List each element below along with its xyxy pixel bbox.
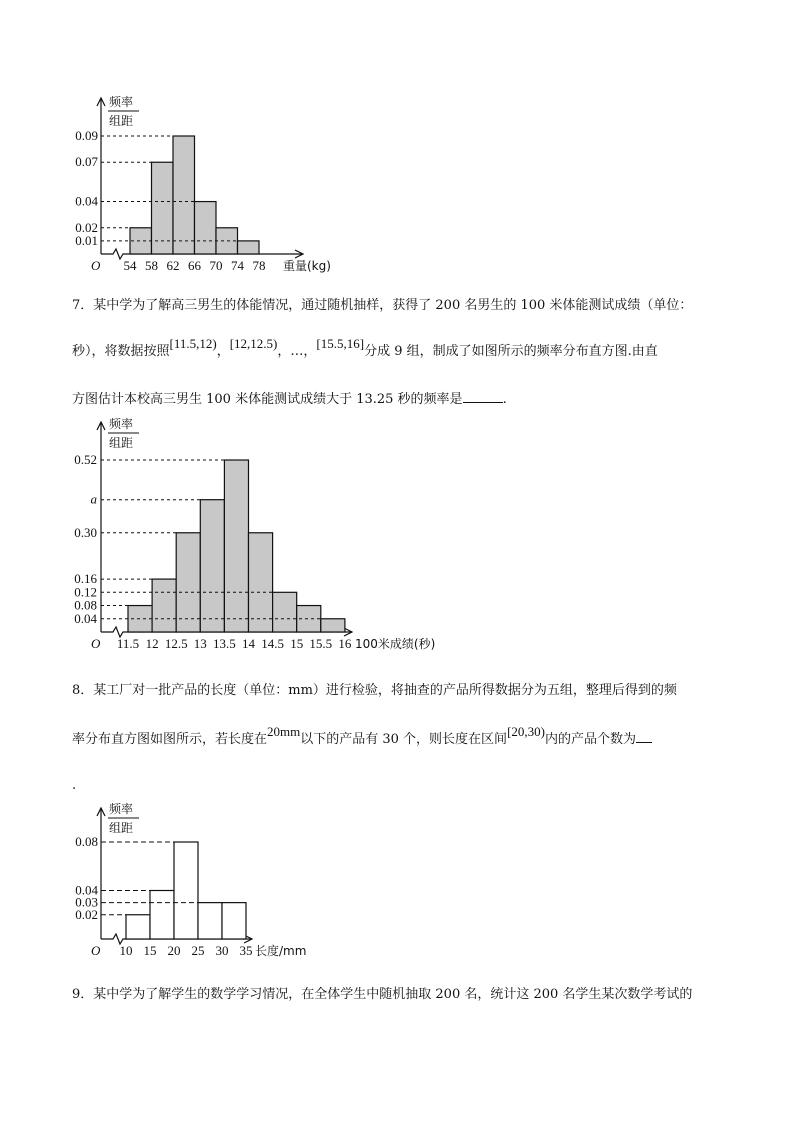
x-tick-label: 70: [209, 258, 223, 273]
y-tick-label: 0.16: [74, 571, 97, 587]
y-tick-label: 0.12: [74, 584, 97, 600]
x-tick-label: 12: [145, 636, 159, 651]
y-tick-label: 0.02: [75, 219, 98, 235]
x-axis-label: 长度/mm: [255, 944, 307, 958]
y-tick-label: 0.04: [75, 882, 98, 898]
x-tick-label: 25: [191, 943, 205, 958]
y-tick-label: 0.07: [75, 154, 98, 170]
q8-value: 20mm: [267, 724, 301, 739]
q8-text-c: 内的产品个数为: [544, 732, 636, 747]
x-tick-label: 78: [252, 258, 266, 273]
y-tick-label: 0.03: [75, 894, 98, 910]
question-7-line-1: 7．某中学为了解高三男生的体能情况，通过随机抽样，获得了 200 名男生的 100 米体能测试成绩（单位：: [72, 298, 693, 313]
histogram-bar: [126, 915, 150, 939]
y-tick-label: a: [90, 491, 97, 507]
x-tick-label: 15: [290, 636, 304, 651]
x-tick-label: 20: [167, 943, 181, 958]
histogram-bar: [198, 903, 222, 939]
q7-sep-1: ，: [216, 344, 230, 359]
origin-label: O: [91, 258, 101, 273]
histogram-bar: [222, 903, 246, 939]
q7-end: .: [502, 392, 507, 407]
y-axis-label-numerator: 频率: [109, 417, 134, 431]
y-tick-label: 0.04: [75, 193, 98, 209]
x-tick-label: 14: [242, 636, 255, 651]
x-tick-label: 13: [193, 636, 207, 651]
y-axis-label-numerator: 频率: [109, 802, 134, 816]
y-tick-label: 0.09: [75, 128, 98, 143]
x-tick-label: 35: [239, 943, 253, 958]
x-tick-label: 13.5: [213, 636, 236, 651]
question-8-line-1: 8．某工厂对一批产品的长度（单位：mm）进行检验，将抽查的产品所得数据分为五组，整理后得到的频: [72, 683, 677, 698]
x-tick-label: 16: [338, 636, 352, 651]
y-tick-label: 0.08: [75, 834, 98, 849]
q8-interval: [20,30): [507, 724, 545, 739]
question-8-line-3: .: [72, 778, 77, 793]
histogram-bar: [150, 891, 174, 940]
origin-label: O: [91, 943, 101, 958]
y-tick-label: 0.08: [74, 597, 97, 613]
x-tick-label: 14.5: [261, 636, 284, 651]
x-tick-label: 58: [145, 258, 158, 273]
q7-text-c: 方图估计本校高三男生 100 米体能测试成绩大于 13.25 秒的频率是: [72, 392, 463, 407]
y-tick-label: 0.02: [75, 906, 98, 922]
x-tick-label: 66: [188, 258, 201, 273]
histogram-bar: [174, 842, 198, 939]
x-tick-label: 15: [143, 943, 157, 958]
y-tick-label: 0.52: [74, 452, 97, 467]
x-tick-label: 62: [166, 258, 180, 273]
x-axis-label: 100米成绩(秒): [355, 637, 436, 651]
q7-text-a: 秒），将数据按照: [72, 344, 170, 359]
y-axis-label-numerator: 频率: [109, 95, 134, 109]
x-tick-label: 74: [231, 258, 244, 273]
y-axis-label-denominator: 组距: [109, 114, 134, 128]
x-tick-label: 11.5: [116, 636, 140, 651]
q7-sep-2: ，…，: [277, 344, 317, 359]
y-axis-label-denominator: 组距: [109, 821, 134, 835]
q7-interval-3: [15.5,16]: [316, 336, 365, 351]
q7-interval-1: [11.5,12): [169, 336, 217, 351]
origin-label: O: [91, 636, 101, 651]
x-tick-label: 54: [123, 258, 137, 273]
q7-interval-2: [12,12.5): [229, 336, 278, 351]
x-tick-label: 30: [215, 943, 229, 958]
x-tick-label: 15.5: [309, 636, 333, 651]
y-tick-label: 0.01: [75, 232, 98, 248]
y-axis-label-denominator: 组距: [109, 436, 134, 450]
q8-text-a: 率分布直方图如图所示，若长度在: [72, 732, 268, 747]
y-tick-label: 0.04: [74, 610, 97, 626]
y-tick-label: 0.30: [74, 524, 97, 540]
question-9-line-1: 9．某中学为了解学生的数学学习情况，在全体学生中随机抽取 200 名，统计这 200 名学生某次数学考试的: [72, 987, 693, 1002]
q8-text-b: 以下的产品有 30 个，则长度在区间: [300, 732, 508, 747]
q7-text-b: 分成 9 组，制成了如图所示的频率分布直方图.由直: [364, 344, 658, 359]
x-axis-label: 重量(kg): [283, 259, 331, 273]
x-tick-label: 10: [119, 943, 133, 958]
x-tick-label: 12.5: [164, 636, 188, 651]
